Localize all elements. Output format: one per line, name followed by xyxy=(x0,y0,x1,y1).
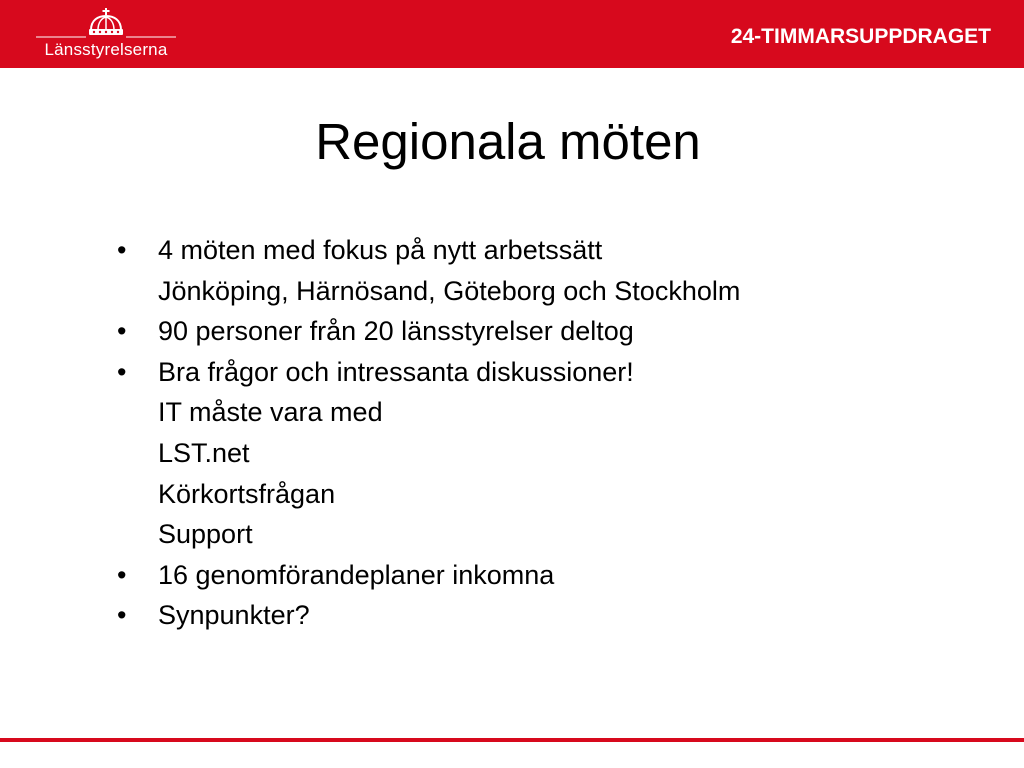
bullet-continuation: IT måste vara med xyxy=(158,397,383,428)
logo-text: Länsstyrelserna xyxy=(44,40,168,59)
header-label: 24-TIMMARSUPPDRAGET xyxy=(730,25,991,48)
bullet-text: Bra frågor och intressanta diskussioner! xyxy=(158,356,634,387)
bullet-item xyxy=(112,311,992,352)
bullet-item xyxy=(112,595,992,636)
slide-title: Regionala möten xyxy=(315,113,701,170)
bullet-text: 16 genomförandeplaner inkomna xyxy=(158,559,555,590)
bullet-text: Synpunkter? xyxy=(158,600,310,631)
bullet-text: 90 personer från 20 länsstyrelser deltog xyxy=(158,316,634,347)
bullet-item xyxy=(112,555,992,596)
bullet-continuation: Körkortsfrågan xyxy=(158,478,336,509)
bullet-item xyxy=(112,352,992,393)
bullet-glyph: • xyxy=(117,559,127,590)
bullet-glyph: • xyxy=(117,600,127,631)
bullet-item xyxy=(112,230,992,271)
header-bar xyxy=(0,0,1024,68)
bullet-continuation: LST.net xyxy=(158,437,250,468)
bullet-glyph: • xyxy=(117,316,127,347)
bullet-text: 4 möten med fokus på nytt arbetssätt xyxy=(158,235,603,265)
bullet-glyph: • xyxy=(117,356,127,387)
lansstyrelserna-logo xyxy=(36,6,176,64)
footer-divider xyxy=(0,738,1024,742)
bullet-list xyxy=(112,230,992,636)
bullet-continuation: Jönköping, Härnösand, Göteborg och Stockholm xyxy=(158,275,741,306)
crown-icon xyxy=(36,6,176,42)
bullet-glyph: • xyxy=(117,235,127,265)
bullet-continuation: Support xyxy=(158,519,253,550)
